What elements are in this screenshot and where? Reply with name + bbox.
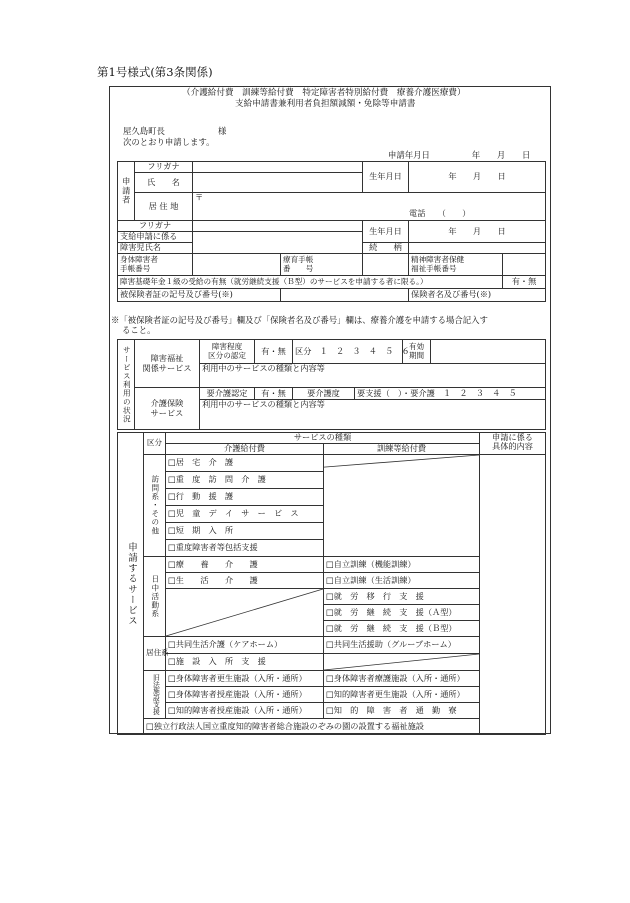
applicant-furigana-label: フリガナ: [135, 162, 193, 173]
child-name-field[interactable]: [193, 232, 363, 254]
applicant-section-label: 申請者: [118, 162, 135, 221]
rehab-handbook-label: 療育手帳 番 号: [281, 254, 363, 276]
visit-item-0[interactable]: □ 居 宅 介 護: [166, 455, 324, 472]
degree-class-scale[interactable]: 区分 １ ２ ３ ４ ５ ６: [293, 340, 403, 364]
old-right-1[interactable]: □ 知的障害者更生施設（入所・通所）: [324, 687, 480, 703]
details-label: 申請に係る 具体的内容: [480, 433, 546, 455]
applicant-birthdate-field[interactable]: 年 月 日: [409, 162, 546, 193]
ltc-cert-label: 要介護認定: [200, 388, 255, 400]
residence-training-0[interactable]: □ 共同生活援助（グループホーム）: [324, 637, 480, 654]
insurer-number-label: 保険者名及び番号(※): [409, 289, 546, 302]
child-furigana-label: フリガナ: [118, 221, 193, 232]
visit-item-2[interactable]: □ 行 動 援 護: [166, 489, 324, 506]
intro-text: 次のとおり申請します。: [123, 137, 215, 147]
welfare-in-use-field[interactable]: 利用中のサービスの種類と内容等: [200, 364, 546, 388]
physical-handbook-label: 身体障害者 手帳番号: [118, 254, 193, 276]
visit-item-3[interactable]: □ 児 童 デ イ サ ー ビ ス: [166, 506, 324, 523]
old-right-2[interactable]: □ 知 的 障 害 者 通 勤 寮: [324, 703, 480, 719]
old-right-0[interactable]: □ 身体障害者療護施設（入所・通所）: [324, 671, 480, 687]
rehab-handbook-field[interactable]: [363, 254, 409, 276]
addressee: 屋久島町長: [123, 126, 165, 136]
daytime-training-1[interactable]: □ 自立訓練（生活訓練）: [324, 573, 480, 589]
relationship-field[interactable]: [409, 243, 546, 254]
applicant-name-label: 氏 名: [135, 173, 193, 193]
old-law-label: 旧法施設支援: [144, 671, 166, 719]
category-label: 区分: [144, 433, 166, 455]
pension-row-label: 障害基礎年金１級の受給の有無（就労継続支援（Ｂ型）のサービスを申請する者に限る。）: [118, 276, 503, 289]
degree-yes-no[interactable]: 有・無: [255, 340, 293, 364]
residence-care-1[interactable]: □ 施 設 入 所 支 援: [166, 654, 324, 671]
daytime-training-4[interactable]: □ 就 労 継 続 支 援（Ｂ型）: [324, 621, 480, 637]
applicant-furigana-field[interactable]: [193, 162, 363, 173]
details-field[interactable]: [480, 455, 546, 735]
welfare-service-label: 障害福祉 関係サービス: [135, 340, 200, 388]
daytime-training-3[interactable]: □ 就 労 継 続 支 援（Ａ型）: [324, 605, 480, 621]
applicant-name-field[interactable]: [193, 173, 363, 193]
phone-label: 電話 （ ）: [409, 208, 471, 218]
form-number: 第1号様式(第3条関係): [97, 65, 213, 79]
pension-yes-no[interactable]: 有・無: [503, 276, 546, 289]
usage-table: [117, 339, 546, 430]
special-facility[interactable]: □ 独立行政法人国立重度知的障害者総合施設のぞみの園の設置する福祉施設: [144, 719, 480, 735]
care-benefit-label: 介護給付費: [166, 444, 324, 455]
daytime-training-2[interactable]: □ 就 労 移 行 支 援: [324, 589, 480, 605]
degree-cert-label: 障害程度 区分の認定: [200, 340, 255, 364]
daytime-label: 日中活動系: [144, 557, 166, 637]
ltc-service-label: 介護保険 サービス: [135, 388, 200, 430]
visit-item-1[interactable]: □ 重 度 訪 問 介 護: [166, 472, 324, 489]
care-level-label: 要介護度: [293, 388, 355, 400]
applicant-residence-label: 居 住 地: [135, 193, 193, 221]
training-benefit-label: 訓練等給付費: [324, 444, 480, 455]
visit-item-5[interactable]: □ 重度障害者等包括支援: [166, 540, 324, 557]
application-date[interactable]: 申請年月日 年 月 日: [388, 150, 531, 160]
child-label-line1: 支給申請に係る: [118, 232, 193, 243]
child-birthdate-label: 生年月日: [363, 221, 409, 243]
physical-handbook-field[interactable]: [193, 254, 281, 276]
mental-handbook-label: 精神障害者保健 福祉手帳番号: [409, 254, 503, 276]
residence-care-0[interactable]: □ 共同生活介護（ケアホーム）: [166, 637, 324, 654]
home-visit-label: 訪問系・その他: [144, 455, 166, 557]
usage-section-label: サービス利用の状況: [118, 340, 135, 430]
ltc-yes-no[interactable]: 有・無: [255, 388, 293, 400]
old-left-0[interactable]: □ 身体障害者更生施設（入所・通所）: [166, 671, 324, 687]
ltc-in-use-field[interactable]: 利用中のサービスの種類と内容等: [200, 400, 546, 430]
residence-training-blank: [324, 654, 480, 671]
valid-period-field[interactable]: [431, 340, 546, 364]
daytime-care-blank: [166, 589, 324, 637]
note-line1: ※「被保険者証の記号及び番号」欄及び「保険者名及び番号」欄は、療養介護を申請する場合記入す: [111, 315, 488, 325]
applicant-birthdate-label: 生年月日: [363, 162, 409, 193]
daytime-care-1[interactable]: □ 生 活 介 護: [166, 573, 324, 589]
old-left-1[interactable]: □ 身体障害者授産施設（入所・通所）: [166, 687, 324, 703]
visit-training-blank: [324, 455, 480, 557]
addressee-suffix: 様: [218, 126, 227, 136]
care-level-scale[interactable]: 要支援（ ）・要介護 １ ２ ３ ４ ５: [355, 388, 546, 400]
mental-handbook-field[interactable]: [503, 254, 546, 276]
insured-number-field[interactable]: [281, 289, 409, 302]
visit-item-4[interactable]: □ 短 期 入 所: [166, 523, 324, 540]
valid-period-label: 有効 期間: [403, 340, 431, 364]
child-furigana-field[interactable]: [193, 221, 363, 232]
daytime-care-0[interactable]: □ 療 養 介 護: [166, 557, 324, 573]
insured-number-label: 被保険者証の記号及び番号(※): [118, 289, 281, 302]
service-types-label: サービスの種類: [166, 433, 480, 444]
relationship-label: 続 柄: [363, 243, 409, 254]
child-label-line2: 障害児氏名: [118, 243, 193, 254]
apply-section-label: 申請するサービス: [118, 433, 144, 735]
note-line2: ること。: [122, 325, 156, 335]
form-title-line2: 支給申請書兼利用者負担額減額・免除等申請書: [235, 99, 416, 109]
old-left-2[interactable]: □ 知的障害者授産施設（入所・通所）: [166, 703, 324, 719]
applicant-residence-field[interactable]: [193, 193, 546, 221]
apply-table: [117, 432, 546, 735]
child-birthdate-field[interactable]: 年 月 日: [409, 221, 546, 243]
postal-mark: 〒: [195, 192, 204, 202]
residence-label: 居住系: [144, 637, 166, 671]
applicant-table: [117, 161, 546, 302]
form-title-line1: （介護給付費 訓練等給付費 特定障害者特別給付費 療養介護医療費）: [182, 88, 466, 98]
daytime-training-0[interactable]: □ 自立訓練（機能訓練）: [324, 557, 480, 573]
